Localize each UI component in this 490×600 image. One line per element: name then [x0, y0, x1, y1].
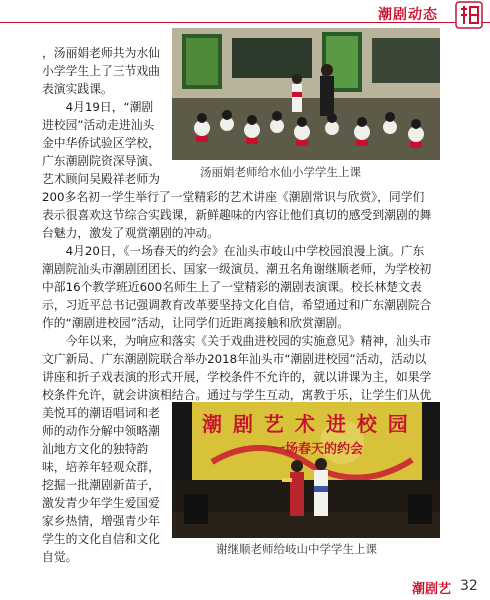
top-photo-caption: 汤丽娟老师给水仙小学学生上课 [200, 165, 361, 179]
text-line: 表示很喜欢这节综合实践课，新鲜趣味的内容让他们真切的感受到潮剧的舞 [42, 208, 432, 222]
text-line: 家乡热情，增强青少年 [42, 514, 160, 528]
text-line: 美悦耳的潮语唱词和老 [42, 406, 160, 420]
stage-banner-subtitle: 一场春天的约会 [272, 442, 364, 457]
text-line: 今年以来，为响应和落实《关于戏曲进校园的实施意见》精神，汕头市 [42, 334, 432, 348]
text-line: 艺术顾问吴殿祥老师为 [42, 172, 160, 186]
chaoju-seal-logo-icon [454, 0, 484, 30]
classroom-photo-image [172, 28, 440, 160]
text-line: 激发青少年学生爱国爱 [42, 496, 160, 510]
text-line: 潮剧院汕头市潮剧团团长、国家一级演员、潮丑名角谢继顺老师，为学校初 [42, 262, 432, 276]
text-line: 自觉。 [42, 550, 78, 564]
text-line: 味，培养年轻观众群， [42, 460, 160, 474]
text-line: 广东潮剧院资深导演、 [42, 154, 160, 168]
text-line: 师的动作分解中领略潮 [42, 424, 160, 438]
text-line: 校条件允许，就会讲演相结合。通过与学生互动，寓教于乐，让学生们从优 [42, 388, 432, 402]
text-line: 200多名初一学生举行了一堂精彩的艺术讲座《潮剧常识与欣赏》，同学们 [42, 190, 425, 204]
footer-logo [412, 578, 454, 596]
text-line: ，汤丽娟老师共为水仙 [42, 46, 160, 60]
footer-logo-text: 潮剧艺 [412, 582, 452, 597]
text-line: 作的“潮剧进校园”活动，让同学们近距离接触和欣赏潮剧。 [42, 316, 350, 330]
page-number: 32 [460, 578, 478, 594]
text-line: 台魅力，激发了观赏潮剧的冲动。 [42, 226, 219, 240]
text-line: 金中华侨试验区学校， [42, 136, 160, 150]
bottom-photo-caption: 谢继顺老师给岐山中学学生上课 [216, 542, 377, 556]
text-line: 文广新局、广东潮剧院联合举办2018年汕头市“潮剧进校园”活动，活动以 [42, 352, 427, 366]
text-line: 4月19日，“潮剧 [42, 100, 154, 114]
text-line: 进校园”活动走进汕头 [42, 118, 155, 132]
text-line: 学生的文化自信和文化 [42, 532, 160, 546]
text-line: 汕地方文化的独特韵 [42, 442, 149, 456]
text-line: 示，习近平总书记强调教育改革要坚持文化自信，希望通过和广东潮剧院合 [42, 298, 432, 312]
text-line: 讲座和折子戏表演的形式开展，学校条件不允许的，就以讲课为主，如果学 [42, 370, 432, 384]
stage-banner-title: 潮 剧 艺 术 进 校 园 [202, 412, 410, 436]
page-header [0, 0, 490, 26]
classroom-photo [172, 28, 440, 160]
text-line: 表演实践课。 [42, 82, 113, 96]
stage-photo [172, 402, 440, 538]
text-line: 挖掘一批潮剧新苗子， [42, 478, 160, 492]
section-title: 潮剧动态 [378, 7, 438, 23]
text-line: 4月20日，《一场春天的约会》在汕头市岐山中学校园浪漫上演。广东 [42, 244, 425, 258]
text-line: 中部16个教学班近600名师生上了一堂精彩的潮剧表演课。校长林楚文表 [42, 280, 422, 294]
text-line: 小学学生上了三节戏曲 [42, 64, 160, 78]
